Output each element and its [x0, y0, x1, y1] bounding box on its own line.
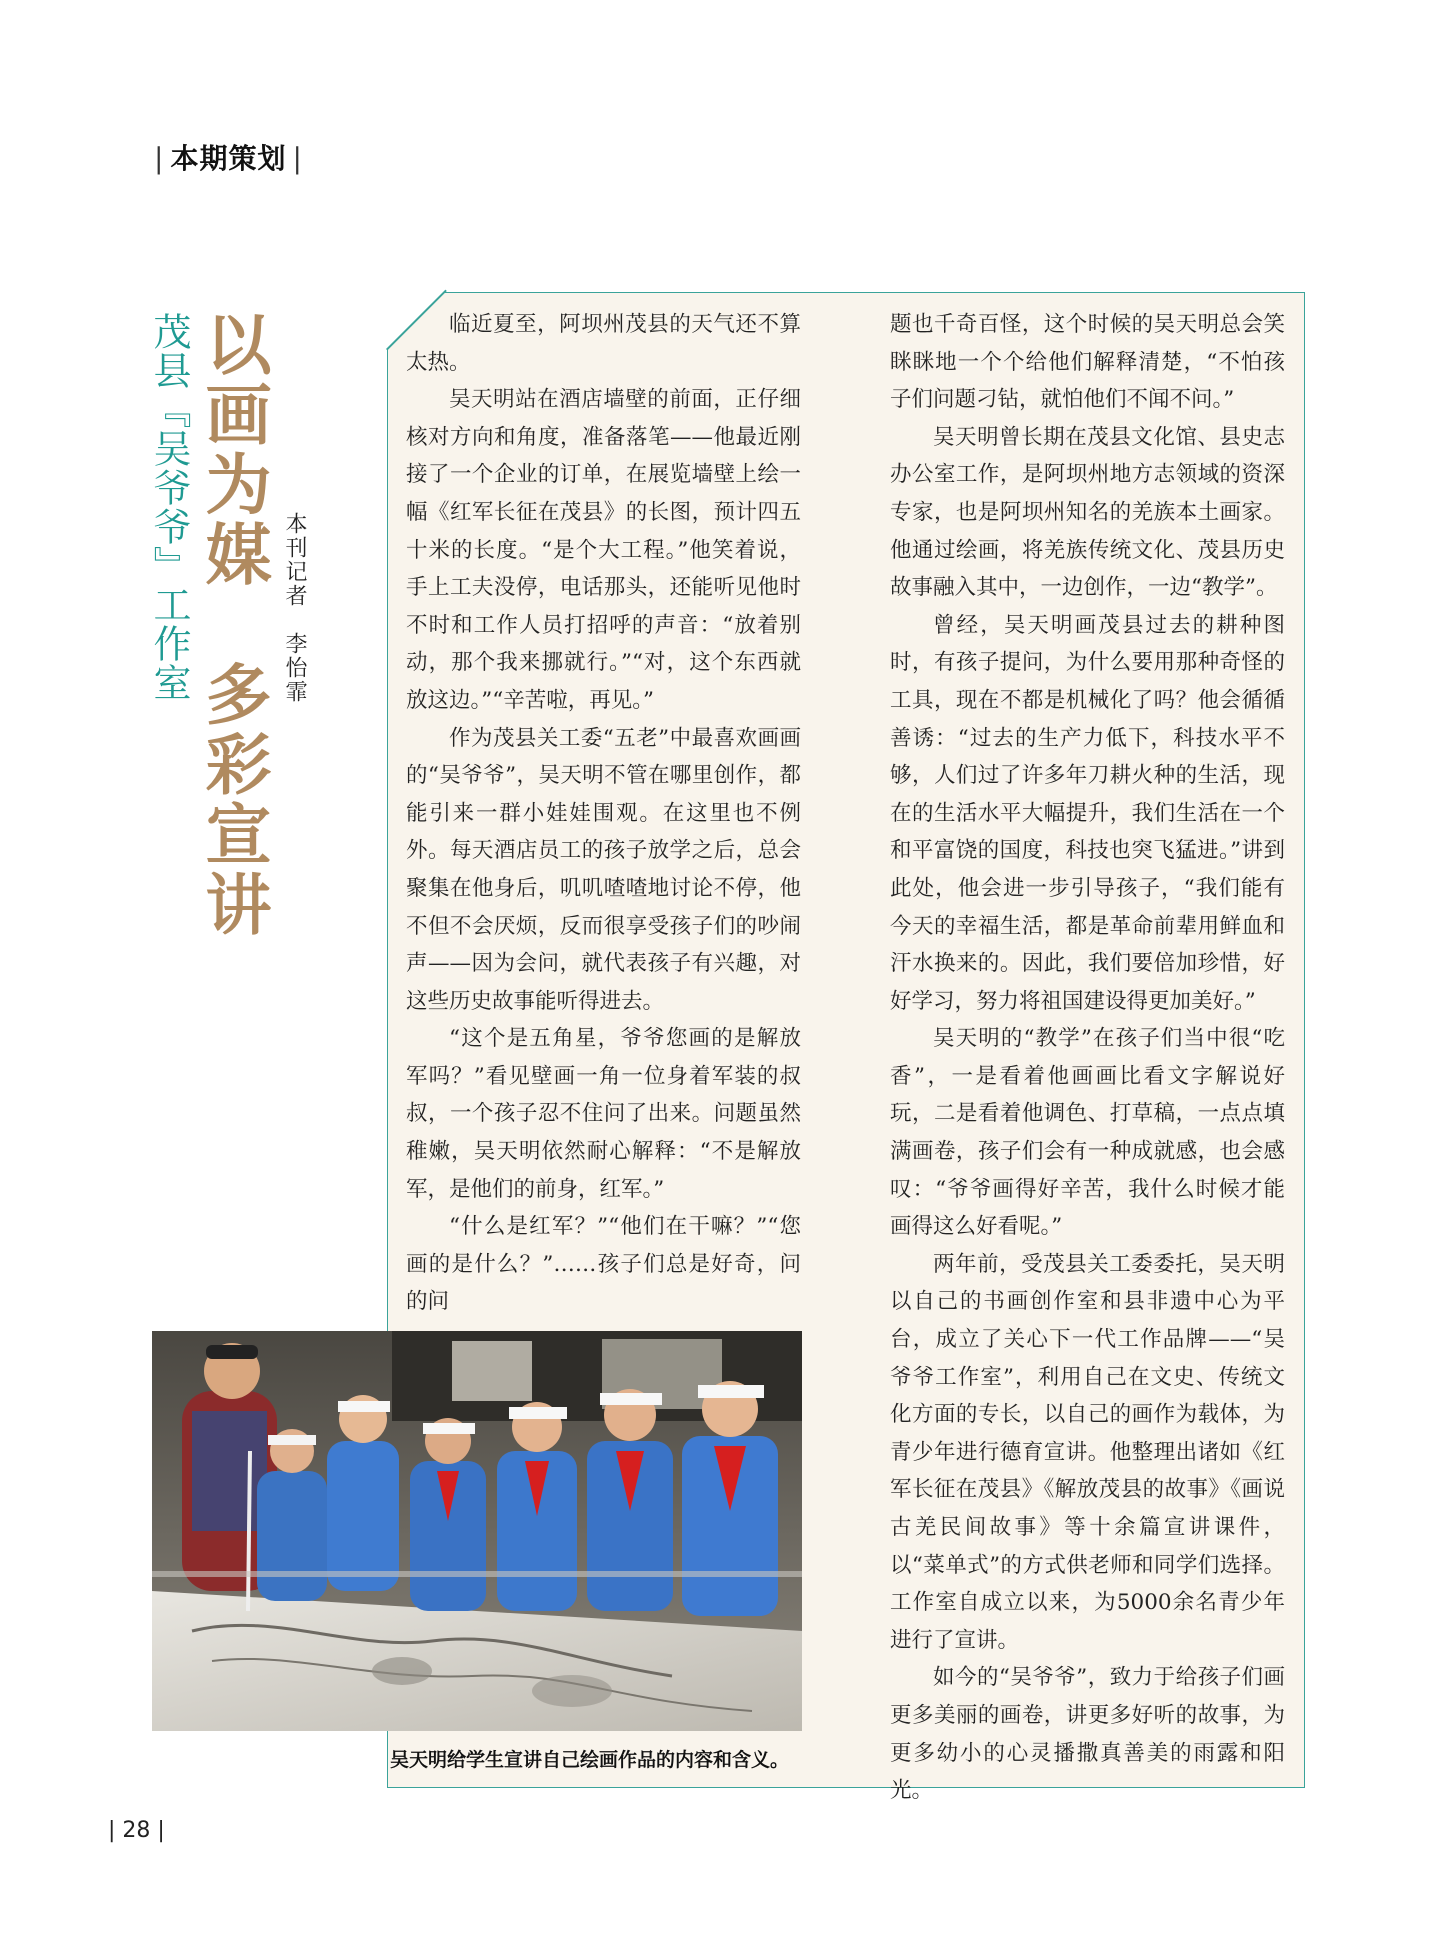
article-column-left [406, 306, 801, 1321]
paragraph-continued: 题也千奇百怪，这个时候的吴天明总会笑眯眯地一个个给他们解释清楚，“不怕孩子们问题刁钻，就怕他们不闻不问。” [890, 312, 1285, 413]
paragraph: 临近夏至，阿坝州茂县的天气还不算太热。 [406, 312, 801, 375]
paragraph: 吴天明曾长期在茂县文化馆、县史志办公室工作，是阿坝州地方志领域的资深专家，也是阿坝州知名的羌族本土画家。他通过绘画，将羌族传统文化、茂县历史故事融入其中，一边创作，一边“教学”。 [890, 424, 1285, 601]
photo-illustration [152, 1331, 802, 1731]
paragraph: 吴天明站在酒店墙壁的前面，正仔细核对方向和角度，准备落笔——他最近刚接了一个企业的订单，在展览墙壁上绘一幅《红军长征在茂县》的长图，预计四五十米的长度。“是个大工程。”他笑着说，手上工夫没停，电话那头，还能听见他时不时和工作人员打招呼的声音：“放着别动，那个我来挪就行。”“对，这个东西就放这边。”“辛苦啦，再见。” [406, 387, 801, 713]
section-tag: | 本期策划 | [154, 142, 303, 175]
paragraph: 如今的“吴爷爷”，致力于给孩子们画更多美丽的画卷，讲更多好听的故事，为更多幼小的心灵播撒真善美的雨露和阳光。 [890, 1665, 1285, 1804]
article-column-right [890, 306, 1285, 1810]
article-title: 以画为媒 多彩宣讲 [194, 310, 272, 940]
paragraph: 作为茂县关工委“五老”中最喜欢画画的“吴爷爷”，吴天明不管在哪里创作，都能引来一群小娃娃围观。在这里也不例外。每天酒店员工的孩子放学之后，总会聚集在他身后，叽叽喳喳地讨论不停，他不但不会厌烦，反而很享受孩子们的吵闹声——因为会问，就代表孩子有兴趣，对这些历史故事能听得进去。 [406, 725, 801, 1014]
page-number: | 28 | [108, 1818, 165, 1843]
paragraph: “什么是红军？”“他们在干嘛？”“您画的是什么？”……孩子们总是好奇，问的问 [406, 1214, 801, 1315]
article-photo [152, 1331, 802, 1731]
paragraph: “这个是五角星，爷爷您画的是解放军吗？”看见壁画一角一位身着军装的叔叔，一个孩子忍不住问了出来。问题虽然稚嫩，吴天明依然耐心解释：“不是解放军，是他们的前身，红军。” [406, 1026, 801, 1202]
section-tag-label: 本期策划 [170, 142, 287, 175]
paragraph: 吴天明的“教学”在孩子们当中很“吃香”，一是看着他画画比看文字解说好玩，二是看着他调色、打草稿，一点点填满画卷，孩子们会有一种成就感，也会感叹：“爷爷画得好辛苦，我什么时候才能画得这么好看呢。” [890, 1026, 1285, 1240]
photo-caption: 吴天明给学生宣讲自己绘画作品的内容和含义。 [390, 1749, 790, 1771]
byline: 本刊记者 李怡霏 [282, 512, 307, 704]
paragraph: 曾经，吴天明画茂县过去的耕种图时，有孩子提问，为什么要用那种奇怪的工具，现在不都是机械化了吗？他会循循善诱：“过去的生产力低下，科技水平不够，人们过了许多年刀耕火种的生活，现在的生活水平大幅提升，我们生活在一个和平富饶的国度，科技也突飞猛进。”讲到此处，他会进一步引导孩子，“我们能有今天的幸福生活，都是革命前辈用鲜血和汗水换来的。因此，我们要倍加珍惜，好好学习，努力将祖国建设得更加美好。” [890, 612, 1285, 1014]
paragraph: 两年前，受茂县关工委委托，吴天明以自己的书画创作室和县非遗中心为平台，成立了关心下一代工作品牌——“吴爷爷工作室”，利用自己在文史、传统文化方面的专长，以自己的画作为载体，为青少年进行德育宣讲。他整理出诸如《红军长征在茂县》《解放茂县的故事》《画说古羌民间故事》等十余篇宣讲课件，以“菜单式”的方式供老师和同学们选择。工作室自成立以来，为5000余名青少年进行了宣讲。 [890, 1251, 1285, 1653]
article-subtitle: 茂县『吴爷爷』工作室 [147, 312, 191, 702]
